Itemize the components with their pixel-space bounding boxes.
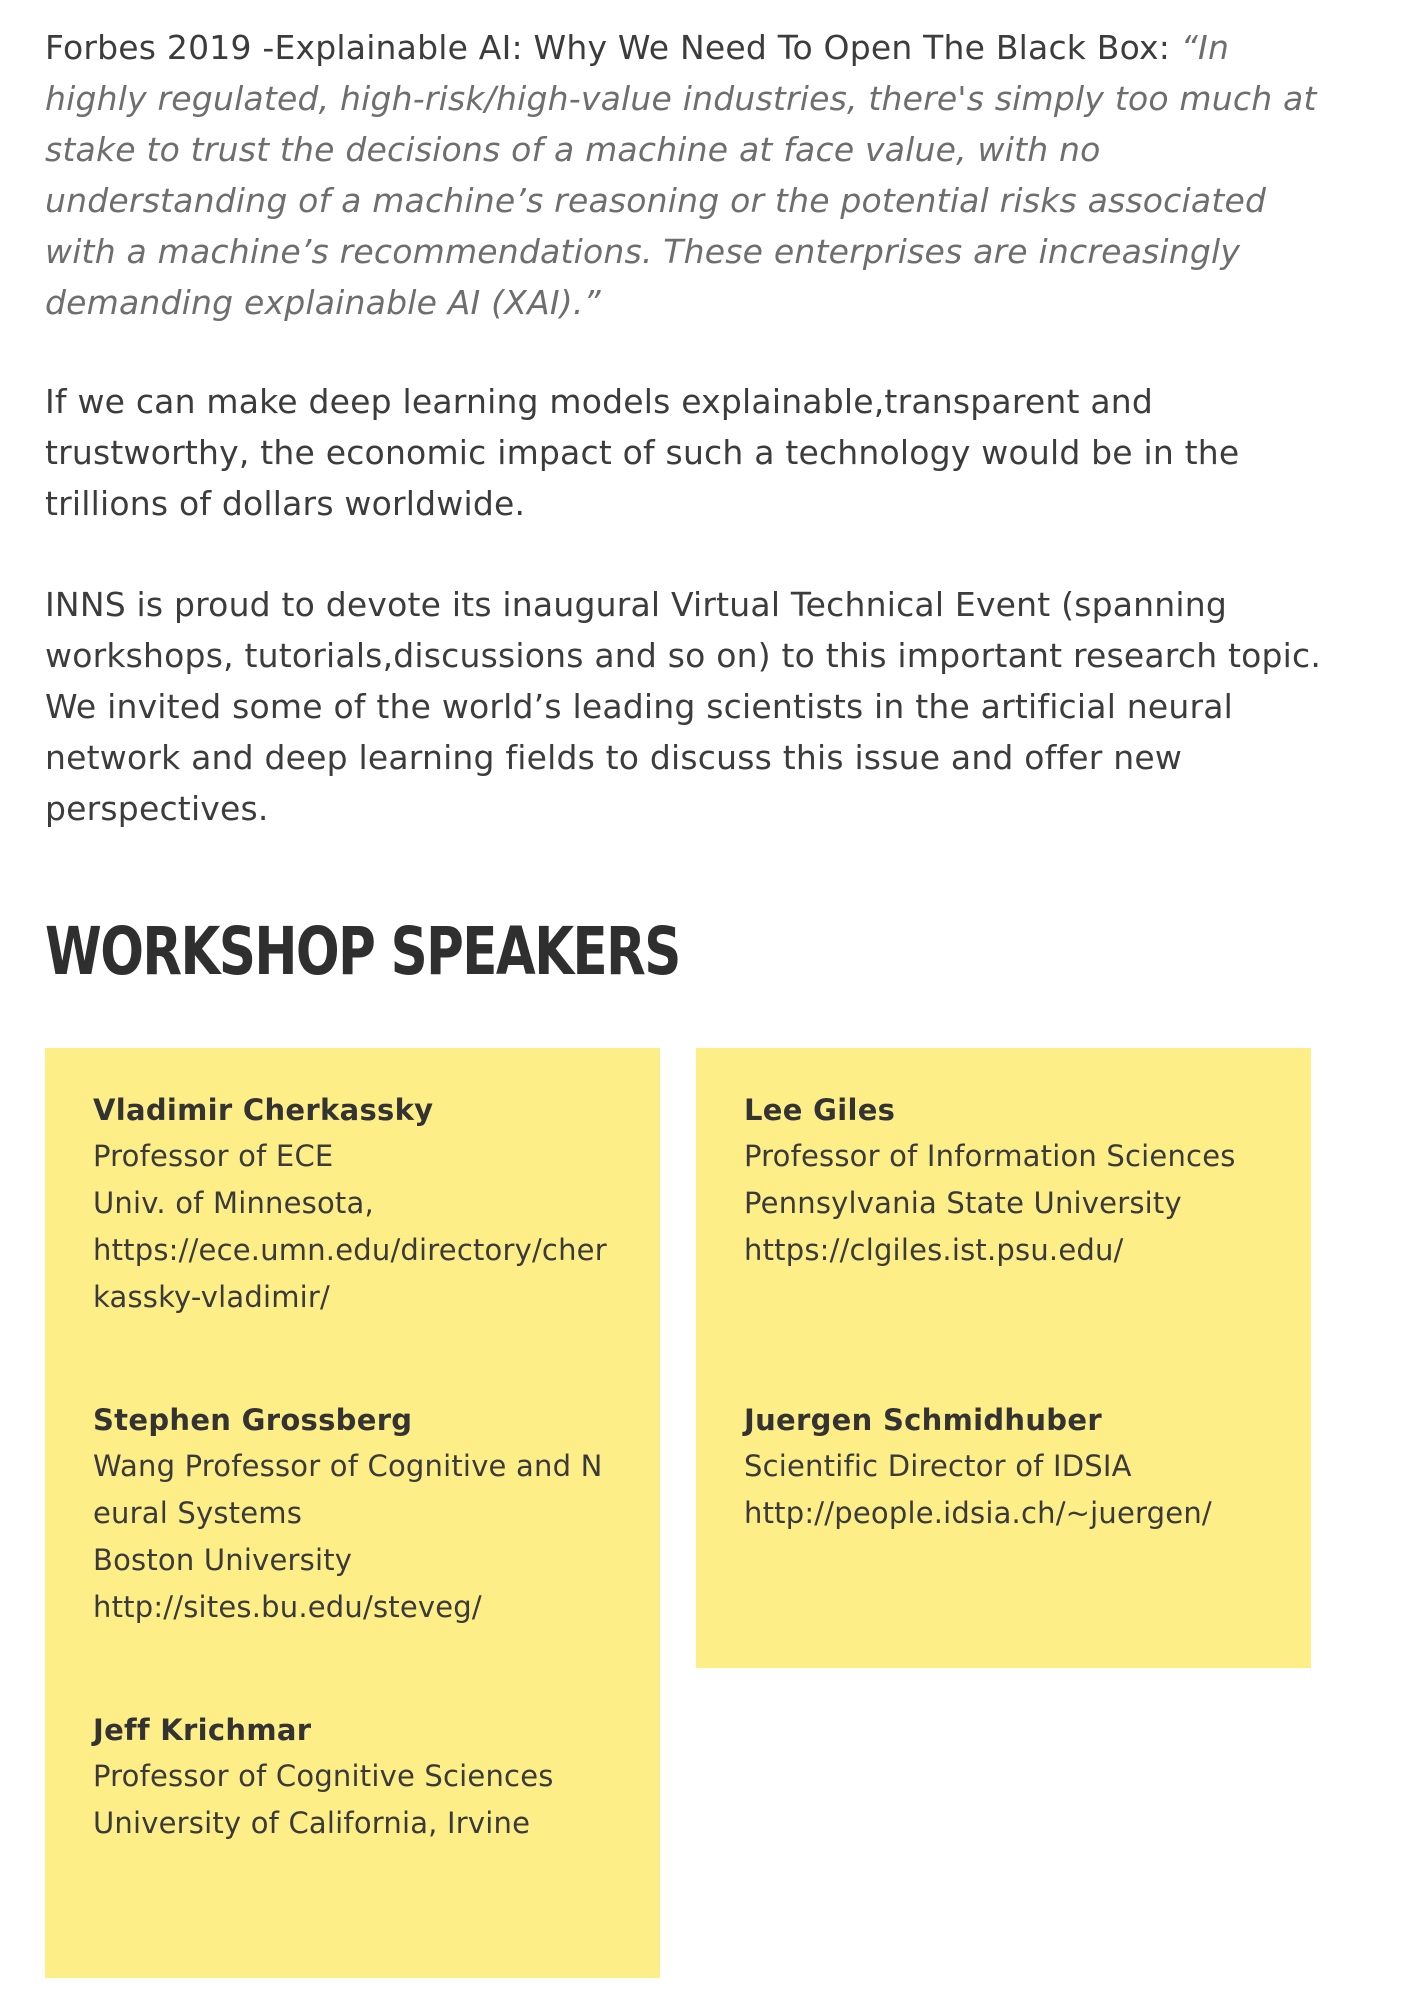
speaker-title: Professor of Cognitive Sciences — [93, 1759, 554, 1793]
speaker-name: Lee Giles — [744, 1093, 896, 1127]
speaker-card — [45, 1668, 660, 1978]
speaker-name: Stephen Grossberg — [93, 1403, 413, 1437]
speaker-cards-grid — [45, 1048, 1310, 1978]
speaker-card — [45, 1358, 660, 1668]
speaker-name: Juergen Schmidhuber — [744, 1403, 1102, 1437]
speaker-card — [696, 1048, 1311, 1358]
inns-event-paragraph: INNS is proud to devote its inaugural Virtual Technical Event (spanning workshops, tutorials,discussions and so on) to this important research topic. We invited some of the world’s leading scientists in the artificial neural network and deep learning fields to discuss this issue and offer new perspectives. — [45, 585, 1322, 828]
forbes-quote: “In highly regulated, high-risk/high-value industries, there's simply too much at stake to trust the decisions of a machine at face value, with no understanding of a machine’s reasoning or the potential risks associated with a machine’s recommendations. These enterprises are increasingly demanding explainable AI (XAI).” — [45, 28, 1317, 322]
workshop-speakers-heading: WORKSHOP SPEAKERS — [45, 913, 680, 990]
speaker-name: Vladimir Cherkassky — [93, 1093, 434, 1127]
speaker-affiliation: University of California, Irvine — [93, 1806, 531, 1840]
speaker-name: Jeff Krichmar — [93, 1713, 312, 1747]
speaker-title: Professor of Information Sciences — [744, 1139, 1236, 1173]
speaker-homepage-link[interactable]: https://ece.umn.edu/directory/cherkassky-vladimir/ — [93, 1233, 607, 1314]
forbes-quote-paragraph — [45, 22, 1335, 328]
speaker-title: Scientific Director of IDSIA — [744, 1449, 1132, 1483]
speaker-affiliation: Univ. of Minnesota, — [93, 1186, 374, 1220]
speaker-homepage-link[interactable]: https://clgiles.ist.psu.edu/ — [744, 1233, 1124, 1267]
article-body — [45, 22, 1335, 992]
quote-source: Forbes 2019 -Explainable AI: Why We Need To Open The Black Box: — [45, 28, 1181, 67]
speaker-card — [45, 1048, 660, 1358]
speaker-card — [696, 1358, 1311, 1668]
economic-impact-paragraph: If we can make deep learning models explainable,transparent and trustworthy, the economic impact of such a technology would be in the trillions of dollars worldwide. — [45, 382, 1240, 523]
speaker-homepage-link[interactable]: http://sites.bu.edu/steveg/ — [93, 1590, 482, 1624]
speaker-affiliation: Pennsylvania State University — [744, 1186, 1182, 1220]
speaker-title: Wang Professor of Cognitive and Neural Systems — [93, 1449, 603, 1530]
speaker-title: Professor of ECE — [93, 1139, 334, 1173]
speaker-affiliation: Boston University — [93, 1543, 353, 1577]
speaker-homepage-link[interactable]: http://people.idsia.ch/~juergen/ — [744, 1496, 1212, 1530]
